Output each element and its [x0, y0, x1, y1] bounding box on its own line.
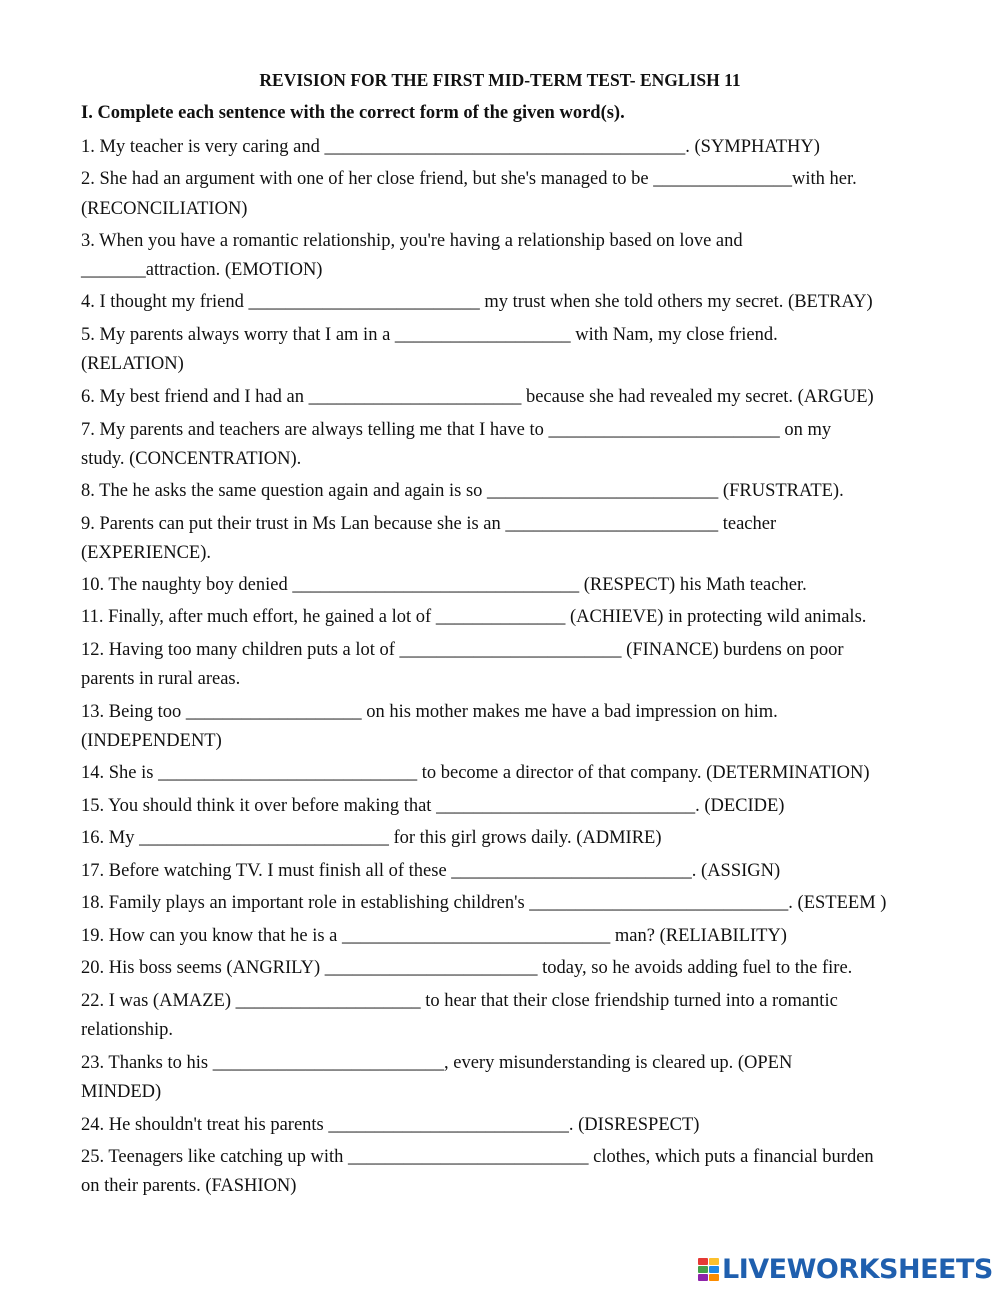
exercise-line: (INDEPENDENT) [81, 731, 222, 751]
exercise-line: 13. Being too ___________________ on his mother makes me have a bad impression on him. [81, 702, 778, 722]
exercise-line: 12. Having too many children puts a lot of ________________________ (FINANCE) burdens on poor [81, 640, 844, 660]
exercise-line: (RELATION) [81, 354, 184, 374]
exercise-line: 23. Thanks to his _________________________, every misunderstanding is cleared up. (OPEN [81, 1053, 793, 1073]
exercise-line: 14. She is ____________________________ to become a director of that company. (DETERMINATION) [81, 763, 870, 783]
exercise-line: 5. My parents always worry that I am in a ___________________ with Nam, my close friend. [81, 325, 778, 345]
logo-tile [709, 1266, 719, 1273]
exercise-line: 17. Before watching TV. I must finish all of these __________________________. (ASSIGN) [81, 861, 781, 881]
exercise-line: parents in rural areas. [81, 669, 241, 689]
logo-tile [698, 1274, 708, 1281]
exercise-line: 11. Finally, after much effort, he gained a lot of ______________ (ACHIEVE) in protecting wild animals. [81, 607, 867, 627]
exercise-line: 10. The naughty boy denied _______________________________ (RESPECT) his Math teacher. [81, 575, 807, 595]
section-heading: I. Complete each sentence with the correct form of the given word(s). [81, 103, 625, 123]
liveworksheets-logo[interactable] [698, 1254, 993, 1285]
exercise-line: 15. You should think it over before making that ____________________________. (DECIDE) [81, 796, 785, 816]
logo-tile [698, 1266, 708, 1273]
exercise-line: 9. Parents can put their trust in Ms Lan because she is an _______________________ teacher [81, 514, 777, 534]
exercise-line: (EXPERIENCE). [81, 543, 211, 563]
exercise-line: 3. When you have a romantic relationship, you're having a relationship based on love and [81, 231, 743, 251]
exercise-line: 1. My teacher is very caring and _______________________________________. (SYMPHATHY) [81, 137, 820, 157]
exercise-line: 16. My ___________________________ for this girl grows daily. (ADMIRE) [81, 828, 662, 848]
page-title: REVISION FOR THE FIRST MID-TERM TEST- ENGLISH 11 [259, 70, 741, 90]
exercise-line: 19. How can you know that he is a _____________________________ man? (RELIABILITY) [81, 926, 787, 946]
exercise-line: 25. Teenagers like catching up with __________________________ clothes, which puts a financial burden [81, 1147, 874, 1167]
logo-icon [698, 1258, 719, 1281]
exercise-line: (RECONCILIATION) [81, 199, 248, 219]
exercise-line: 2. She had an argument with one of her close friend, but she's managed to be _______________with her. [81, 169, 857, 189]
exercise-line: 8. The he asks the same question again and again is so _________________________ (FRUSTRATE). [81, 481, 844, 501]
exercise-line: relationship. [81, 1020, 173, 1040]
exercise-line: on their parents. (FASHION) [81, 1176, 297, 1196]
logo-tile [709, 1258, 719, 1265]
exercise-line: 24. He shouldn't treat his parents __________________________. (DISRESPECT) [81, 1115, 700, 1135]
exercise-line: 20. His boss seems (ANGRILY) _______________________ today, so he avoids adding fuel to the fire. [81, 958, 853, 978]
exercise-line: 7. My parents and teachers are always telling me that I have to _________________________ on my [81, 420, 832, 440]
exercise-line: 4. I thought my friend _________________________ my trust when she told others my secret. (BETRAY) [81, 292, 873, 312]
logo-text: LIVEWORKSHEETS [722, 1254, 993, 1285]
exercise-line: _______attraction. (EMOTION) [81, 260, 323, 280]
logo-tile [709, 1274, 719, 1281]
exercise-line: 18. Family plays an important role in establishing children's ____________________________. (ESTEEM ) [81, 893, 887, 913]
exercise-line: study. (CONCENTRATION). [81, 449, 302, 469]
logo-tile [698, 1258, 708, 1265]
exercise-line: MINDED) [81, 1082, 162, 1102]
exercise-line: 22. I was (AMAZE) ____________________ to hear that their close friendship turned into a romantic [81, 991, 838, 1011]
exercise-line: 6. My best friend and I had an _______________________ because she had revealed my secret. (ARGUE) [81, 387, 874, 407]
